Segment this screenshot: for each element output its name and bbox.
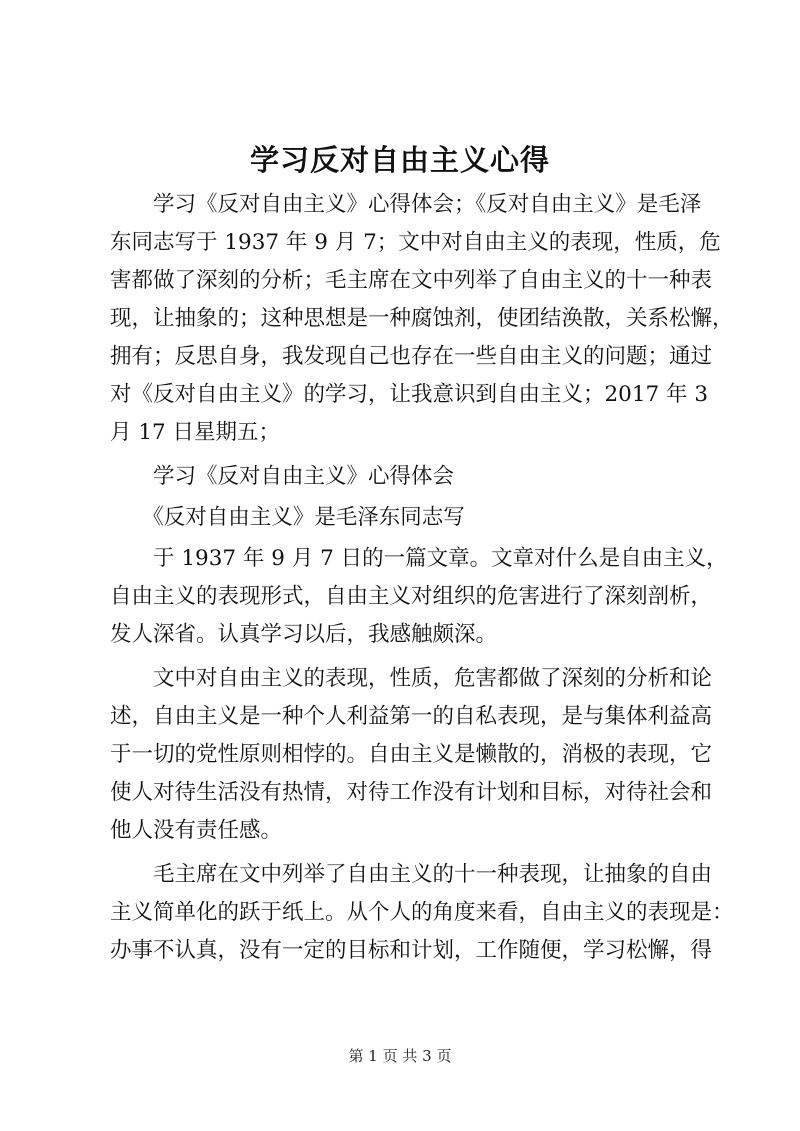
body-line: 《反对自由主义》是毛泽东同志写 (110, 505, 465, 530)
body-line: 自由主义的表现形式，自由主义对组织的危害进行了深刻剖析， (110, 584, 713, 609)
body-line: 学习《反对自由主义》心得体会 (110, 464, 455, 489)
body-line: 东同志写于 1937 年 9 月 7；文中对自由主义的表现，性质，危 (110, 230, 721, 255)
body-line: 办事不认真，没有一定的目标和计划，工作随便，学习松懈，得 (110, 938, 713, 963)
body-line: 于一切的党性原则相悖的。自由主义是懒散的，消极的表现，它 (110, 742, 713, 767)
body-line: 述，自由主义是一种个人利益第一的自私表现，是与集体利益高 (110, 704, 713, 729)
body-line: 害都做了深刻的分析；毛主席在文中列举了自由主义的十一种表 (110, 268, 713, 293)
body-line: 主义简单化的跃于纸上。从个人的角度来看，自由主义的表现是： (110, 900, 734, 925)
body-line: 文中对自由主义的表现，性质，危害都做了深刻的分析和论 (110, 666, 713, 691)
body-line: 他人没有责任感。 (110, 818, 283, 843)
body-line: 毛主席在文中列举了自由主义的十一种表现，让抽象的自由 (110, 862, 713, 887)
document-title: 学习反对自由主义心得 (249, 143, 550, 177)
body-line: 月 17 日星期五； (110, 420, 281, 445)
body-line: 使人对待生活没有热情，对待工作没有计划和目标，对待社会和 (110, 780, 713, 805)
body-line: 于 1937 年 9 月 7 日的一篇文章。文章对什么是自由主义， (110, 546, 728, 571)
body-line: 对《反对自由主义》的学习，让我意识到自由主义；2017 年 3 (110, 382, 709, 407)
body-line: 学习《反对自由主义》心得体会；《反对自由主义》是毛泽 (110, 192, 702, 217)
body-line: 现，让抽象的；这种思想是一种腐蚀剂，使团结涣散，关系松懈， (110, 306, 734, 331)
body-line: 发人深省。认真学习以后，我感触颇深。 (110, 622, 498, 647)
body-line: 拥有；反思自身，我发现自己也存在一些自由主义的问题；通过 (110, 344, 713, 369)
page-footer: 第 1 页 共 3 页 (348, 1047, 452, 1065)
